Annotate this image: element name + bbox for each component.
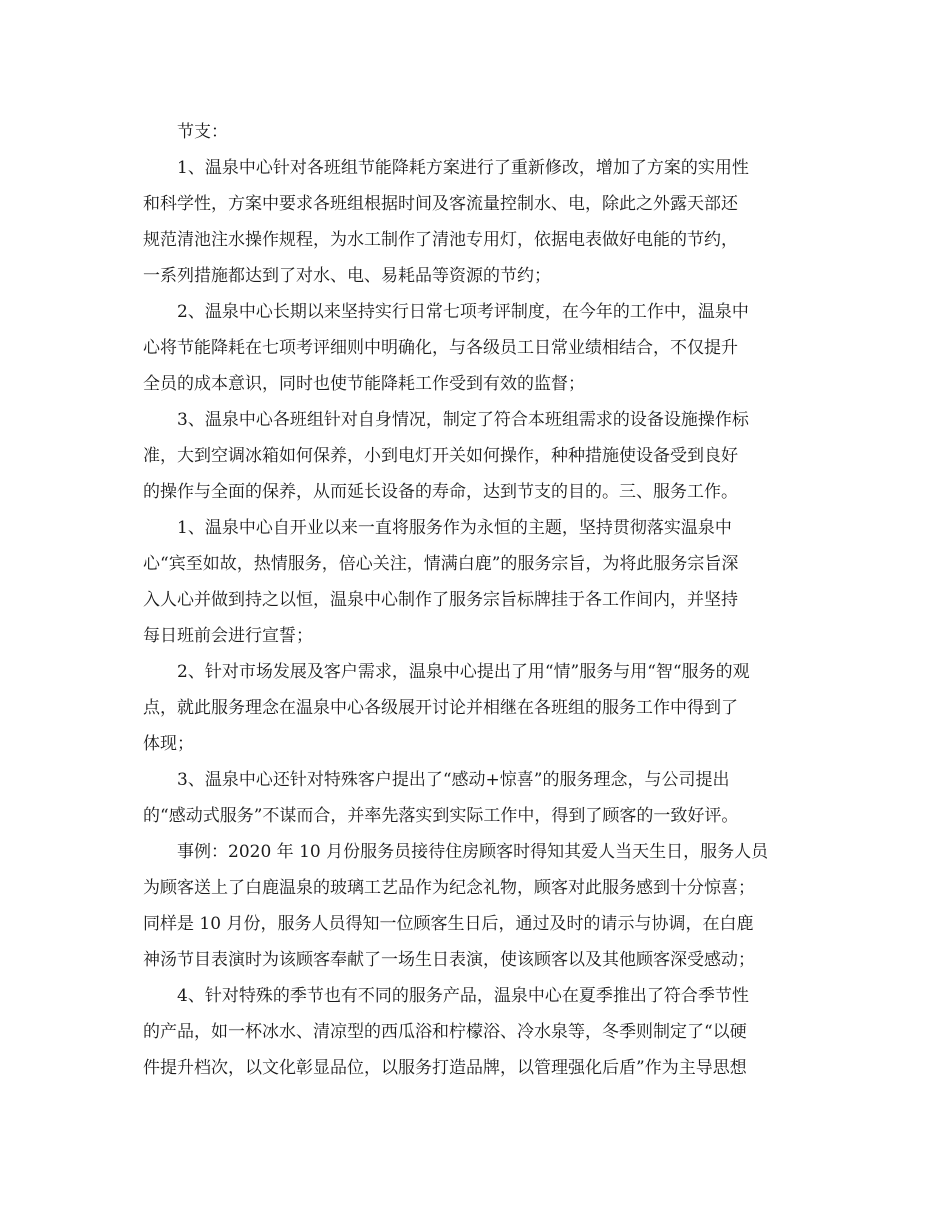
paragraph-line: 的“感动式服务”不谋而合，并率先落实到实际工作中，得到了顾客的一致好评。 [143,806,739,826]
paragraph-line: 心“宾至如故，热情服务，倍心关注，情满白鹿”的服务宗旨，为将此服务宗旨深 [143,554,739,574]
paragraph [143,762,803,834]
paragraph-line: 心将节能降耗在七项考评细则中明确化，与各级员工日常业绩相结合，不仅提升 [143,338,738,358]
paragraph-line: 的操作与全面的保养，从而延长设备的寿命，达到节支的目的。三、服务工作。 [143,482,738,502]
paragraph-line: 每日班前会进行宣誓； [143,626,313,646]
paragraph [143,654,803,762]
paragraph-line: 点，就此服务理念在温泉中心各级展开讨论并相继在各班组的服务工作中得到了 [143,698,738,718]
paragraph [143,510,803,654]
paragraph-first-line: 1、温泉中心针对各班组节能降耗方案进行了重新修改，增加了方案的实用性 [177,158,749,178]
paragraph-first-line: 4、针对特殊的季节也有不同的服务产品，温泉中心在夏季推出了符合季节性 [177,986,749,1006]
paragraph-first-line: 2、针对市场发展及客户需求，温泉中心提出了用“情”服务与用“智“服务的观 [177,662,750,682]
paragraph-line: 规范清池注水操作规程，为水工制作了清池专用灯，依据电表做好电能的节约， [143,230,738,250]
paragraph-first-line: 2、温泉中心长期以来坚持实行日常七项考评制度，在今年的工作中，温泉中 [177,302,749,322]
paragraph-first-line: 节支： [177,122,228,142]
paragraph-line: 准，大到空调冰箱如何保养，小到电灯开关如何操作，种种措施使设备受到良好 [143,446,738,466]
paragraph-line: 神汤节目表演时为该顾客奉献了一场生日表演，使该顾客以及其他顾客深受感动； [143,950,755,970]
paragraph [143,834,803,978]
paragraph [143,114,803,150]
paragraph [143,978,803,1086]
paragraph-line: 全员的成本意识，同时也使节能降耗工作受到有效的监督； [143,374,585,394]
paragraph [143,294,803,402]
paragraph-first-line: 3、温泉中心还针对特殊客户提出了“感动+惊喜”的服务理念，与公司提出 [177,770,730,790]
paragraph-line: 件提升档次，以文化彰显品位，以服务打造品牌，以管理强化后盾”作为主导思想 [143,1058,747,1078]
paragraph-line: 和科学性，方案中要求各班组根据时间及客流量控制水、电，除此之外露天部还 [143,194,738,214]
paragraph-line: 体现； [143,734,194,754]
paragraph-first-line: 3、温泉中心各班组针对自身情况，制定了符合本班组需求的设备设施操作标 [177,410,749,430]
paragraph-line: 为顾客送上了白鹿温泉的玻璃工艺品作为纪念礼物，顾客对此服务感到十分惊喜； [143,878,755,898]
paragraph-first-line: 1、温泉中心自开业以来一直将服务作为永恒的主题，坚持贯彻落实温泉中 [177,518,732,538]
paragraph-line: 入人心并做到持之以恒，温泉中心制作了服务宗旨标牌挂于各工作间内，并坚持 [143,590,738,610]
paragraph [143,150,803,294]
paragraph-line: 同样是 10 月份，服务人员得知一位顾客生日后，通过及时的请示与协调，在白鹿 [143,914,754,934]
paragraph-line: 一系列措施都达到了对水、电、易耗品等资源的节约； [143,266,551,286]
document-body [143,114,803,1086]
paragraph [143,402,803,510]
paragraph-first-line: 事例：2020 年 10 月份服务员接待住房顾客时得知其爱人当天生日，服务人员 [177,842,769,862]
paragraph-line: 的产品，如一杯冰水、清凉型的西瓜浴和柠檬浴、冷水泉等，冬季则制定了“以硬 [143,1022,747,1042]
